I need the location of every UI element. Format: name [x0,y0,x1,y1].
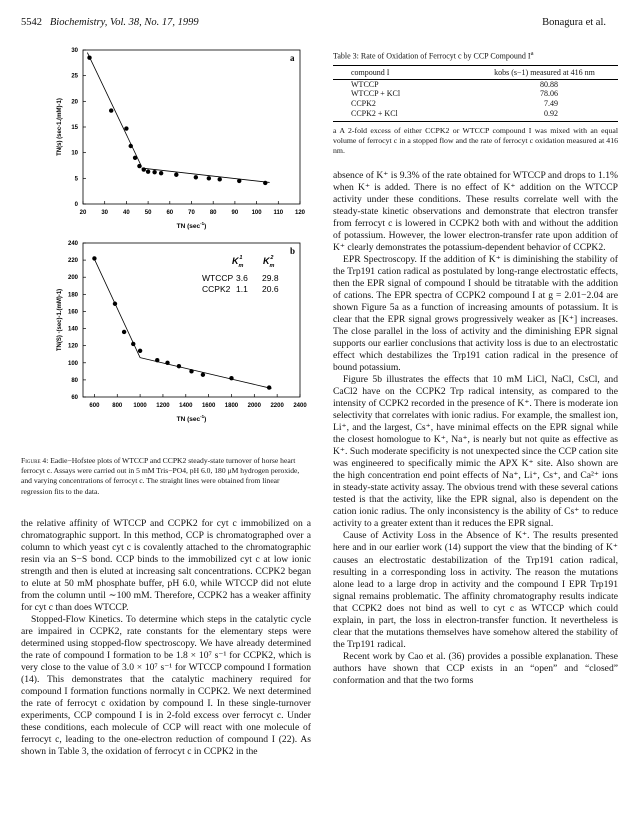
paragraph: the relative affinity of WTCCP and CCPK2 for cyt c immobilized on a chromatographic support. In this method, CCP is chromatographed over a column to which yeast cyt c is covalently attached to the chromatographic resin via an S−S bond. CCP binds to the immobilized cyt c at low ionic strength and then is eluted at increasing salt concentrations. CCPK2 began to elute at 50 mM phosphate buffer, pH 6.0, while WTCCP did not elute from the column until ∼100 mM. Therefore, CCPK2 has a weaker affinity for cyt c than does WTCCP. [21,518,311,614]
data-point [131,342,135,346]
paragraph: Stopped-Flow Kinetics. To determine which steps in the catalytic cycle are impaired in CCPK2, rate constants for the elementary steps were determined using stopped-flow spectroscopy. We have already determined the rate of compound I formation to be 1.8 × 10⁷ s⁻¹ for CCPK2, which is very close to the value of 3.0 × 10⁷ s⁻¹ for WTCCP compound I formation (14). This demonstrates that the catalytic machinery required for compound I formation functions normally in CCPK2. We next determined the rate of ferrocyt c oxidation by compound I. In these single-turnover experiments, CCP compound I is in 2-fold excess over ferrocyt c. Under these conditions, each molecule of CCP will react with one molecule of ferrocyt c, leading to the one-electron reduction of compound I (22). As shown in Table 3, the oxidation of ferrocyt c in CCPK2 in the [21,614,311,758]
table-cell: WTCCP + KCl [351,89,401,99]
y-tick-label: 20 [71,99,78,106]
figure-caption-label: Figure 4: [21,456,49,465]
y-tick-label: 160 [67,309,78,316]
y-tick-label: 10 [71,150,78,157]
figure-4 [0,0,320,455]
x-tick-label: 600 [89,403,100,409]
data-point [177,364,181,368]
legend-entry-name: WTCCP [202,273,234,283]
data-point [152,170,156,174]
table-footnote: a A 2-fold excess of either CCPK2 or WTCCP compound I was mixed with an equal volume of ferrocyt c in a stopped flow and the rate of ferrocyt c oxidation measured at 416 nm. [333,125,618,155]
table-cell: 0.92 [471,109,618,121]
data-point [165,361,169,365]
table-cell: 7.49 [544,99,558,109]
x-axis-label: TN $(\sec^{-1})$ [176,221,207,230]
data-point [138,349,142,353]
x-tick-label: 110 [273,210,284,216]
data-point [109,108,113,112]
table-row [333,79,618,89]
journal-citation: Biochemistry, Vol. 38, No. 17, 1999 [49,17,199,28]
table-cell: 80.88 [540,79,558,89]
right-text-column [333,170,618,687]
x-tick-label: 100 [251,210,262,216]
paragraph: Cause of Activity Loss in the Absence of K⁺. The results presented here and in our earlier work (14) support the view that the binding of K⁺ causes an electrostatic destabilization of the Trp191 cation radical, resulting in a corresponding loss in activity. The reason the mutations alone lead to a large drop in activity and the compound I EPR Trp191 signal remains problematic. The affinity chromatography results indicate that CCPK2 does not bind as well to cyt c as WTCCP which could explain, in part, the loss in electron-transfer function. It nevertheless is clear that the mutations themselves have somehow altered the stability of the Trp191 radical. [333,530,618,650]
data-point [122,330,126,334]
x-tick-label: 800 [112,403,123,409]
x-tick-label: 2200 [270,403,284,409]
y-tick-label: 240 [67,241,78,247]
table-title: Table 3: Rate of Oxidation of Ferrocyt c by CCP Compound $I^a$ [333,50,534,61]
y-axis-label: TN(s) (sec-1.(mM)-1) [57,98,63,156]
data-point [201,373,205,377]
x-tick-label: 1000 [133,403,147,409]
data-point [137,164,141,168]
legend-header: $K_m2$ [263,255,275,269]
rates-table [333,65,618,122]
data-point [142,167,146,171]
table-title-footnote-mark: a [530,50,534,57]
x-tick-label: 1400 [179,403,193,409]
y-tick-label: 120 [67,343,78,350]
x-tick-label: 2000 [247,403,261,409]
data-point [237,179,241,183]
panel-b [57,241,307,423]
data-point [159,171,163,175]
x-tick-label: 80 [209,210,217,216]
data-point [207,176,211,180]
data-point [267,385,271,389]
data-point [129,144,133,148]
legend-entry-km1: 1.1 [236,284,248,294]
data-point [218,177,222,181]
legend-header: $K_m1$ [232,255,244,269]
legend-entry-km1: 3.6 [236,273,248,283]
paragraph: EPR Spectroscopy. If the addition of K⁺ is diminishing the stability of the Trp191 cation radical as postulated by long-range electrostatic effects, then the EPR signal of compound I should be titratable with the addition of cations. The EPR spectra of CCPK2 compound I at g = 2.01−2.04 are shown Figure 5a as a function of increasing amounts of potassium. It is clear that the EPR signal grows progressively weaker as [K⁺] increases. The close parallel in the loss of activity and the diminishing EPR signal supports our earlier conclusions that activity loss is due to an electrostatic effect which destabilizes the Trp191 cation radical in the presence of bound potassium. [333,254,618,374]
x-tick-label: 1600 [201,403,216,409]
fit-line [140,358,271,389]
y-tick-label: 0 [74,202,78,208]
data-point [113,302,117,306]
data-point [194,175,198,179]
table-cell: WTCCP [351,79,379,89]
table-row [333,109,618,121]
paragraph: Figure 5b illustrates the effects that 10 mM LiCl, NaCl, CsCl, and CaCl2 have on the CCPK2 Trp radical intensity, as compared to the intensity of CCPK2 recorded in the presence of K⁺. There is moderate ion selectivity that correlates with ionic radius. For example, the smallest ion, Li⁺, and the largest, Cs⁺, have minimal effects on the EPR signal while the closest homologue to K⁺, Na⁺, is nearly but not quite as effective as K⁺. Such moderate specificity is not unexpected since the CCP cation site was engineered to specifically mimic the APX K⁺ site. Also shown are the high concentration end point effects of Na⁺, Li⁺, Cs⁺, and Ca²⁺ ions in steady-state activity assay. The obvious trend with these several cations tested is that the activity, like the EPR signal, also is dependent on the cation ionic radius. The only inconsistency is the ability of Cs⁺ to reduce activity to a greater extent than it reduces the EPR signal. [333,374,618,530]
table-cell: CCPK2 [351,99,376,109]
x-tick-label: 90 [231,210,239,216]
figure-caption-text: Eadie−Hofstee plots of WTCCP and CCPK2 steady-state turnover of horse heart ferrocyt c. Assays were carried out in 5 mM Tris−PO4, pH 6.0, 180 μM hydrogen peroxide, and varying concentrations of ferrocyt c. The straight lines were obtained from linear regression fits to the data. [21,456,300,496]
panel-a [57,48,306,230]
data-point [146,169,150,173]
x-tick-label: 1800 [224,403,239,409]
legend-entry-km2: 29.8 [262,273,279,283]
data-point [92,256,96,260]
page-number: 5542 [21,17,42,28]
x-tick-label: 20 [79,210,87,216]
y-tick-label: 200 [67,275,78,282]
y-tick-label: 100 [67,360,78,367]
x-tick-label: 50 [144,210,152,216]
data-point [87,56,91,60]
y-tick-label: 80 [71,377,78,384]
y-tick-label: 220 [67,258,78,265]
x-tick-label: 1200 [156,403,170,409]
y-tick-label: 25 [71,73,78,80]
data-point [155,358,159,362]
data-point [124,126,128,130]
y-axis-label: TN(S) ·(sec)-1.(mM)-1) [57,288,63,352]
table-3 [333,49,618,156]
y-tick-label: 60 [71,395,78,401]
panel-label: a [290,53,295,63]
x-tick-label: 60 [166,210,174,216]
x-tick-label: 40 [123,210,130,216]
x-axis-label: TN $(\sec^{-1})$ [176,414,207,423]
plot-frame [83,50,300,204]
data-point [133,156,137,160]
running-header-authors: Bonagura et al. [542,17,606,28]
table-row [333,99,618,109]
data-point [263,181,267,185]
figure-caption [21,456,311,497]
y-tick-label: 5 [74,176,78,183]
y-tick-label: 180 [67,292,78,299]
plot-frame [83,243,300,397]
panel-label: b [290,246,296,256]
table-cell: 78.06 [540,89,558,99]
x-tick-label: 120 [294,210,306,216]
table-cell: CCPK2 + KCl [333,109,471,121]
data-point [229,376,233,380]
left-text-column [21,518,311,758]
x-tick-label: 70 [188,210,195,216]
y-tick-label: 15 [71,125,78,131]
data-point [189,369,193,373]
legend-entry-name: CCPK2 [202,284,231,294]
y-tick-label: 140 [67,326,78,333]
paragraph: Recent work by Cao et al. (36) provides a possible explanation. These authors have shown that CCP exists in an “open” and “closed” conformation and that the two forms [333,650,618,686]
data-point [174,173,178,177]
x-tick-label: 2400 [293,403,307,409]
legend-entry-km2: 20.6 [262,284,279,294]
table-row [333,89,618,99]
table-col-header: kobs (s−1) measured at 416 nm [471,65,618,79]
fit-line [87,53,141,167]
table-col-header: compound I [333,65,471,79]
y-tick-label: 30 [71,48,78,54]
paragraph: absence of K⁺ is 9.3% of the rate obtained for WTCCP and drops to 1.1% when K⁺ is added. There is no effect of K⁺ addition on the WTCCP activity under these conditions. These results correlate well with the steady-state kinetic observations and demonstrate that electron transfer from ferrocyt c is lowered in CCPK2 both with and without the addition of potassium. However, the lower electron-transfer rate upon addition of K⁺ clearly demonstrates the potassium-dependent behavior of CCPK2. [333,170,618,254]
x-tick-label: 30 [101,210,109,216]
